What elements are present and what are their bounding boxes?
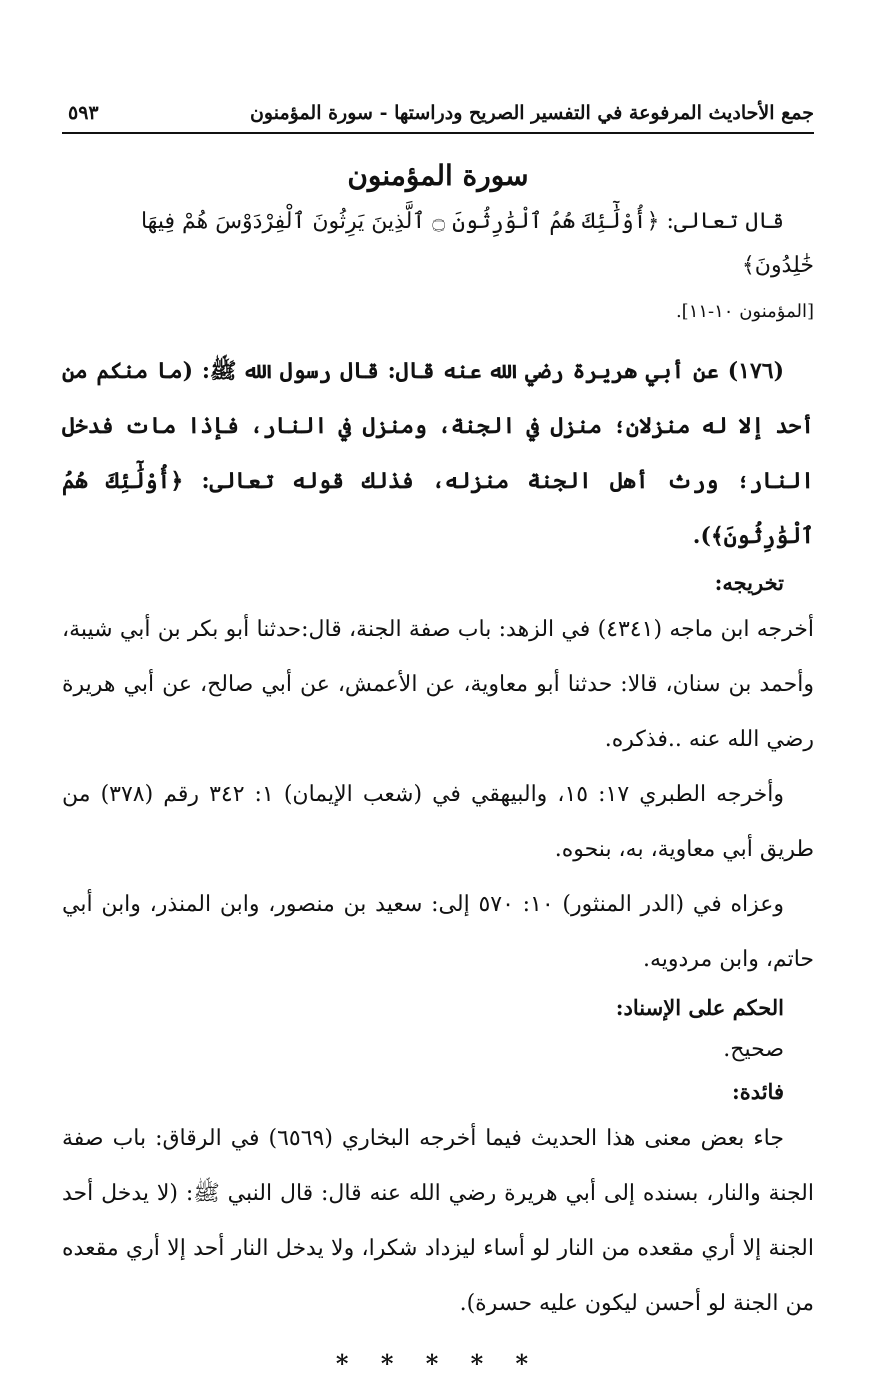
running-header [62,98,814,134]
benefit-heading: فائدة: [731,1079,784,1104]
takhrij-paragraph-2: وأخرجه الطبري ١٧: ١٥، والبيهقي في (شعب الإيمان) ١: ٣٤٢ رقم (٣٧٨) من طريق أبي معاوية، به، بنحوه. [62,782,814,862]
takhrij-paragraph-1: أخرجه ابن ماجه (٤٣٤١) في الزهد: باب صفة الجنة، قال:حدثنا أبو بكر بن أبي شيبة، وأحمد بن سنان، قالا: حدثنا أبو معاوية، عن الأعمش، عن أبي صالح، عن أبي هريرة رضي الله عنه ..فذكره. [62,617,815,752]
verse-reference: [المؤمنون ١٠-١١]. [675,301,814,322]
takhrij-heading: تخريجه: [714,570,784,595]
page-number: ٥٩٣ [68,102,99,124]
ruling-text: صحيح. [723,1037,784,1062]
header-title: جمع الأحاديث المرفوعة في التفسير الصريح ودراستها - سورة المؤمنون [249,102,814,124]
benefit-text: جاء بعض معنى هذا الحديث فيما أخرجه البخاري (٦٥٦٩) في الرقاق: باب صفة الجنة والنار، بسنده إلى أبي هريرة رضي الله عنه قال: قال النبي ﷺ: (لا يدخل أحد الجنة إلا أري مقعده من النار لو أساء ليزداد شكرا، ولا يدخل النار أحد إلا أري مقعده من الجنة لو أحسن ليكون عليه حسرة). [62,1126,814,1316]
hadith-text: (١٧٦) عن أبي هريرة رضي الله عنه قال: قال رسول الله ﷺ: (ما منكم من أحد إلا له منزلان؛ منزل في الجنة، ومنزل في النار، فإذا مات فدخل النار؛ ورث أهل الجنة منزله، فذلك قوله تعالى: ﴿أُوْلَٰٓئِكَ هُمُ ٱلْوَٰرِثُونَ﴾). [62,358,814,549]
ruling-heading: الحكم على الإسناد: [615,995,784,1020]
section-separator: * * * * * [335,1349,541,1378]
sura-title: سورة المؤمنون [347,159,529,192]
verse-text: قال تعالى: ﴿أُوْلَٰٓئِكَ هُمُ ٱلْوَٰرِثُونَ ۝ ٱلَّذِينَ يَرِثُونَ ٱلْفِرْدَوْسَ هُمْ فِيهَا خَٰلِدُونَ﴾ [140,209,814,278]
takhrij-paragraph-3: وعزاه في (الدر المنثور) ١٠: ٥٧٠ إلى: سعيد بن منصور، وابن المنذر، وابن أبي حاتم، وابن مردويه. [62,892,814,972]
book-page [62,98,814,1378]
